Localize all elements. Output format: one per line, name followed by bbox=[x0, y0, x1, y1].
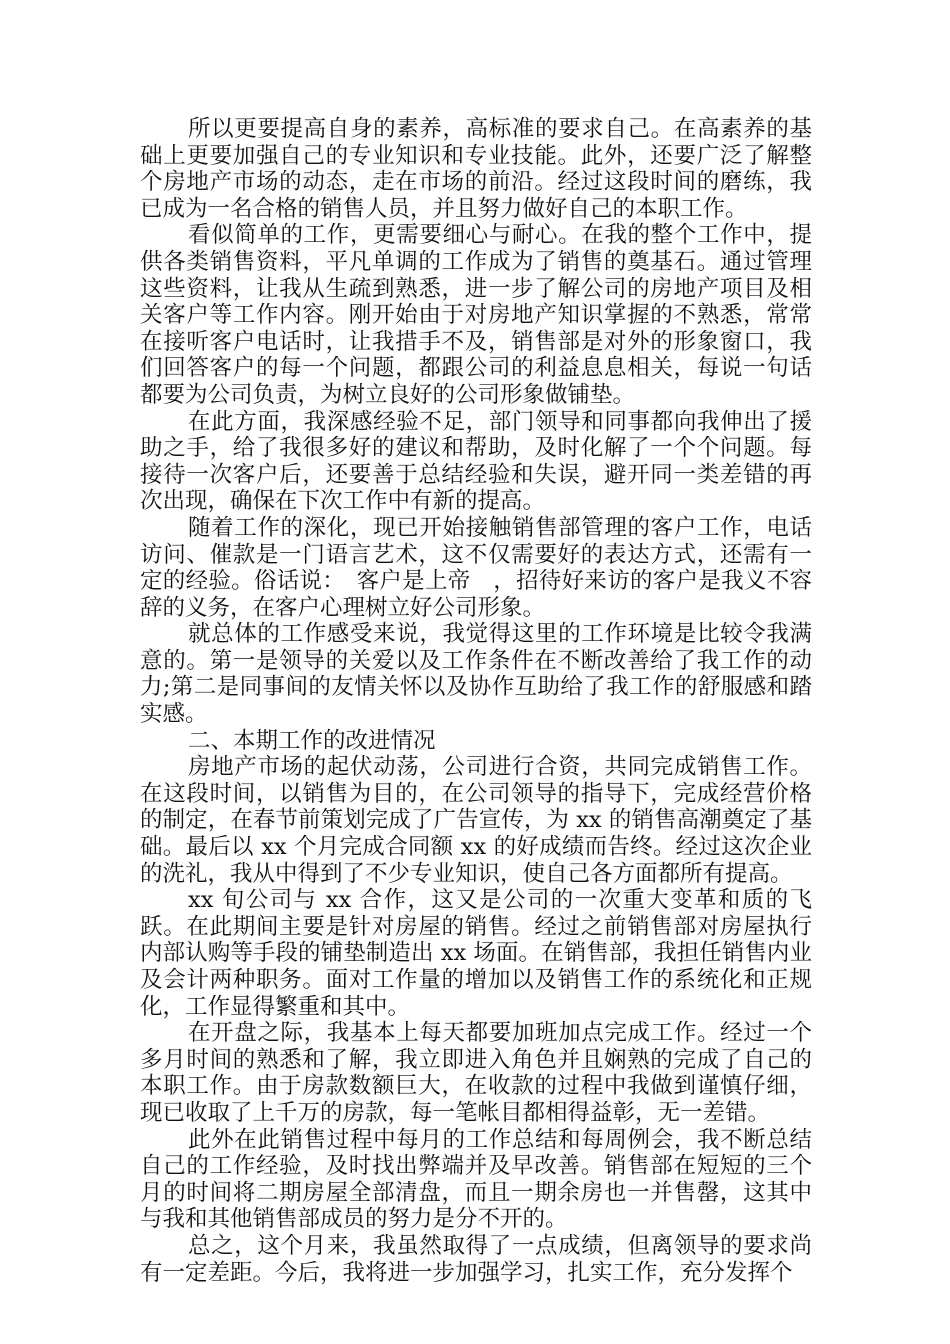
document-page bbox=[140, 116, 812, 1286]
paragraph-customer-work: 随着工作的深化，现已开始接触销售部管理的客户工作，电话访问、催款是一门语言艺术，这不仅需要好的表达方式，还需有一定的经验。俗话说： 客户是上帝 ，招待好来访的客户是我义不容辞的义务，在客户心理树立好公司形象。 bbox=[140, 514, 812, 621]
paragraph-professional-quality: 所以更要提高自身的素养，高标准的要求自己。在高素养的基础上更要加强自己的专业知识和专业技能。此外，还要广泛了解整个房地产市场的动态，走在市场的前沿。经过这段时间的磨练，我已成为一名合格的销售人员，并且努力做好自己的本职工作。 bbox=[140, 116, 812, 222]
paragraph-lack-of-experience: 在此方面，我深感经验不足，部门领导和同事都向我伸出了援助之手，给了我很多好的建议和帮助，及时化解了一个个问题。每接待一次客户后，还要善于总结经验和失误，避开同一类差错的再次出现，确保在下次工作中有新的提高。 bbox=[140, 408, 812, 515]
paragraph-market-fluctuation: 房地产市场的起伏动荡，公司进行合资，共同完成销售工作。在这段时间，以销售为目的，在公司领导的指导下，完成经营价格的制定，在春节前策划完成了广告宣传，为 xx 的销售高潮奠定了基础。最后以 xx 个月完成合同额 xx 的好成绩而告终。经过这次企业的洗礼，我从中得到了不少专业知识，使自己各方面都所有提高。 bbox=[140, 754, 812, 887]
paragraph-cooperation: xx 旬公司与 xx 合作，这又是公司的一次重大变革和质的飞跃。在此期间主要是针对房屋的销售。经过之前销售部对房屋执行内部认购等手段的铺垫制造出 xx 场面。在销售部，我担任销售内业及会计两种职务。面对工作量的增加以及销售工作的系统化和正规化，工作显得繁重和其中。 bbox=[140, 887, 812, 1020]
paragraph-overall-feeling: 就总体的工作感受来说，我觉得这里的工作环境是比较令我满意的。第一是领导的关爱以及工作条件在不断改善给了我工作的动力;第二是同事间的友情关怀以及协作互助给了我工作的舒服感和踏实感。 bbox=[140, 621, 812, 728]
paragraph-conclusion: 总之，这个月来，我虽然取得了一点成绩，但离领导的要求尚有一定差距。今后，我将进一步加强学习，扎实工作，充分发挥个 bbox=[140, 1232, 812, 1286]
paragraph-patience-details: 看似简单的工作，更需要细心与耐心。在我的整个工作中，提供各类销售资料，平凡单调的工作成为了销售的奠基石。通过管理这些资料，让我从生疏到熟悉，进一步了解公司的房地产项目及相关客户等工作内容。刚开始由于对房地产知识掌握的不熟悉，常常在接听客户电话时，让我措手不及，销售部是对外的形象窗口，我们回答客户的每一个问题，都跟公司的利益息息相关，每说一句话都要为公司负责，为树立良好的公司形象做铺垫。 bbox=[140, 222, 812, 408]
paragraph-opening: 在开盘之际，我基本上每天都要加班加点完成工作。经过一个多月时间的熟悉和了解，我立即进入角色并且娴熟的完成了自己的本职工作。由于房款数额巨大，在收款的过程中我做到谨慎仔细，现已收取了上千万的房款，每一笔帐目都相得益彰，无一差错。 bbox=[140, 1020, 812, 1126]
paragraph-summary-meetings: 此外在此销售过程中每月的工作总结和每周例会，我不断总结自己的工作经验，及时找出弊端并及早改善。销售部在短短的三个月的时间将二期房屋全部清盘，而且一期余房也一并售罄，这其中与我和其他销售部成员的努力是分不开的。 bbox=[140, 1126, 812, 1233]
section-heading: 二、本期工作的改进情况 bbox=[188, 727, 436, 754]
